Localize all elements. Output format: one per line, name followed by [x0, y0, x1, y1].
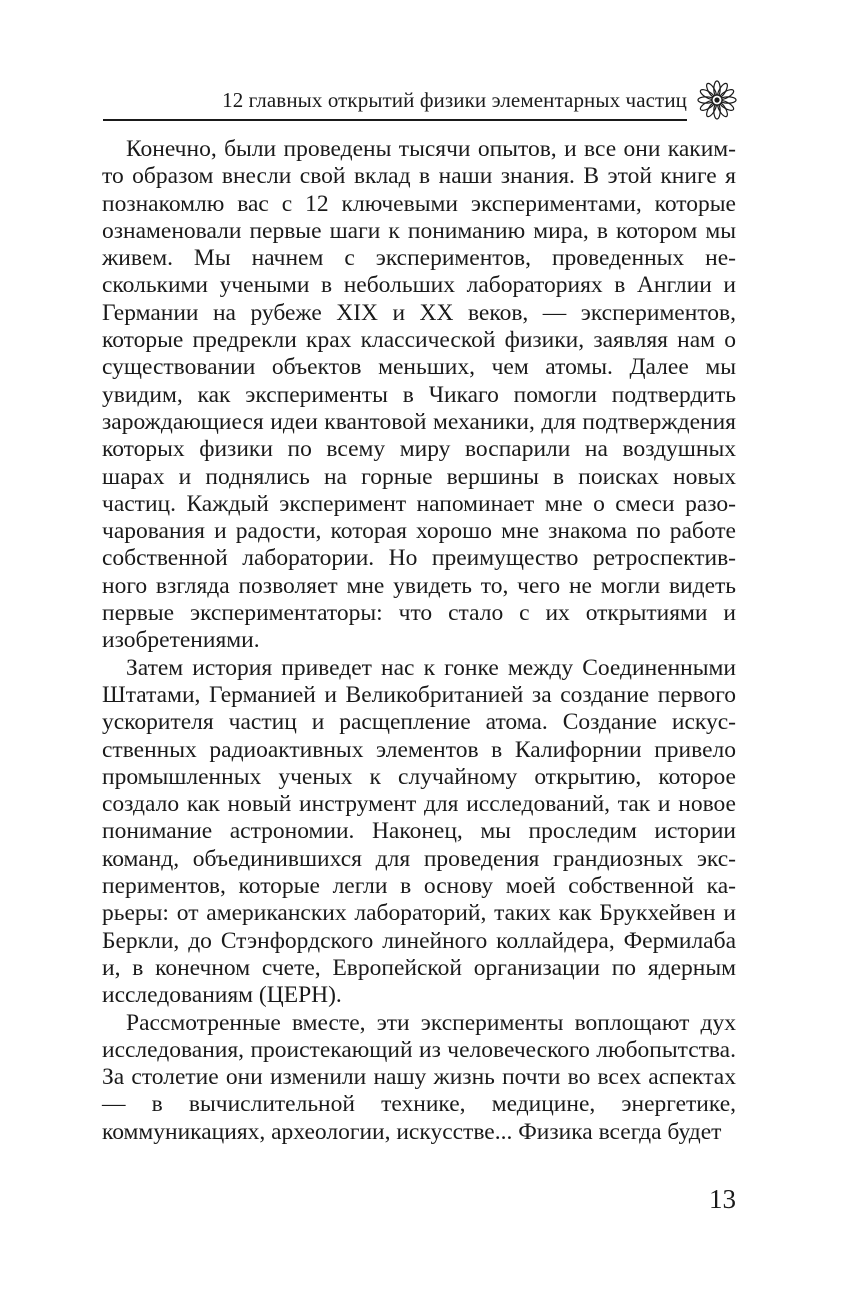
body-text [102, 136, 736, 1146]
running-header [103, 80, 743, 124]
paragraph-2: Затем история приведет нас к гонке между Соединенными Штатами, Германией и Великобританией за создание первого ускорителя частиц и расщепление атома. Создание искусственных радиоактивных элементов в Калифорнии привело промышленных ученых к случайному открытию, которое создало как новый инструмент для исследований, так и новое понимание астрономии. Наконец, мы проследим истории команд, объединившихся для проведения грандиозных экспериментов, которые легли в основу моей собственной карьеры: от американских лабораторий, таких как Брукхейвен и Беркли, до Стэнфордского линейного коллайдера, Фермилаба и, в конечном счете, Европейской организации по ядерным исследованиям (ЦЕРН). [102, 654, 736, 1009]
paragraph-1: Конечно, были проведены тысячи опытов, и все они каким-то образом внесли свой вклад в наши знания. В этой книге я познакомлю вас с 12 ключевыми экспериментами, которые ознаменовали первые шаги к пониманию мира, в котором мы живем. Мы начнем с экспериментов, проведенных несколькими учеными в небольших лабораториях в Англии и Германии на рубеже XIX и XX веков, — экспериментов, которые предрекли крах классической физики, заявляя нам о существовании объектов меньших, чем атомы. Далее мы увидим, как эксперименты в Чикаго помогли подтвердить зарождающиеся идеи квантовой механики, для подтверждения которых физики по всему миру воспарили на воздушных шарах и поднялись на горные вершины в поисках новых частиц. Каждый эксперимент напоминает мне о смеси разочарования и радости, которая хорошо мне знакома по работе собственной лаборатории. Но преимущество ретроспективного взгляда позволяет мне увидеть то, чего не могли видеть первые экспериментаторы: что стало с их открытиями и изобретениями. [102, 136, 736, 654]
running-head-title: 12 главных открытий физики элементарных частиц [222, 88, 687, 112]
header-rule [103, 119, 687, 121]
paragraph-3: Рассмотренные вместе, эти эксперименты воплощают дух исследования, проистекающий из человеческого любопытства. За столетие они изменили нашу жизнь почти во всех аспектах — в вычислительной технике, медицине, энергетике, коммуникациях, археологии, искусстве... Физика всегда будет [102, 1009, 736, 1145]
page-number: 13 [709, 1184, 736, 1214]
flower-ornament-icon [697, 80, 737, 120]
